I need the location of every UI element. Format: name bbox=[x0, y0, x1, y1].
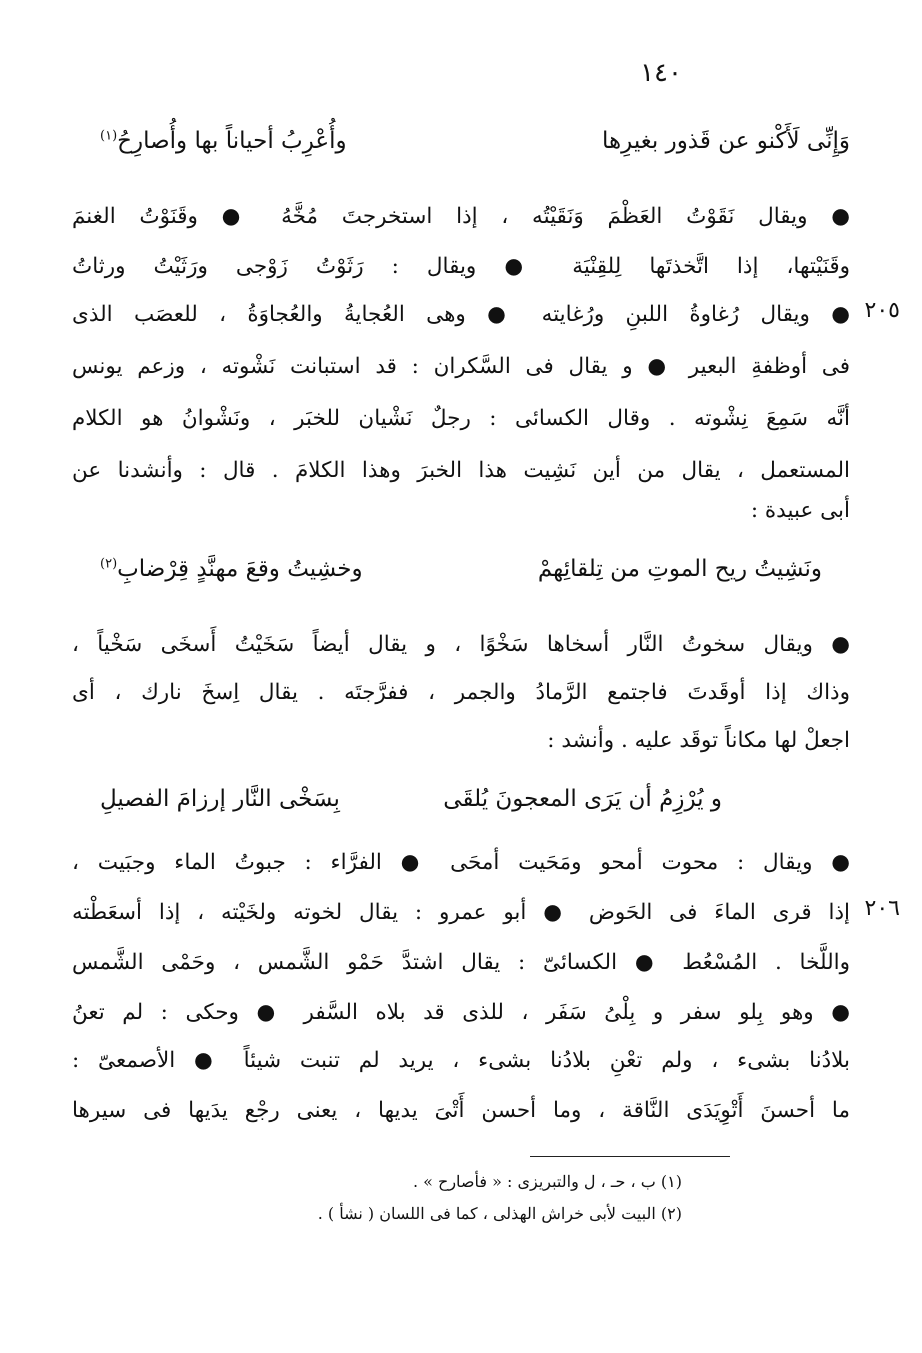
text-line: فى أوظفةِ البعير ● و يقال فى السَّكران : قد استبانت نَشْوته ، وزعم يونس bbox=[72, 354, 850, 379]
verse-2-second-hemistich bbox=[100, 556, 363, 582]
text-line: بلادُنا بشىء ، ولم تعْنِ بلادُنا بشىء ، يريد لم تنبت شيئاً ● الأصمعىّ : bbox=[72, 1048, 850, 1073]
footnote-ref-2: (٢) bbox=[100, 556, 118, 572]
text-line: المستعمل ، يقال من أين نَشِيت هذا الخبرَ وهذا الكلامَ . قال : وأنشدنا عن bbox=[72, 458, 850, 483]
verse-3-first-hemistich: و يُرْزِمُ أن يَرَى المعجونَ يُلقَى bbox=[443, 786, 722, 812]
verse-2 bbox=[100, 556, 822, 596]
text-line: ● ويقال رُغاوةُ اللبنِ ورُغايته ● وهى العُجايةُ والعُجاوَةُ ، للعصَب الذى bbox=[72, 302, 850, 327]
text-line: ما أحسنَ أَتْوِيَدَى النَّاقة ، وما أحسن أَتْىَ يديها ، يعنى رجْع يدَيها فى سيرها bbox=[72, 1098, 850, 1123]
text-line: وذاك إذا أوقَدتَ فاجتمع الرَّمادُ والجمر ، ففرَّجتَه . يقال اِسخَ نارك ، أى bbox=[72, 680, 850, 705]
page-number: ١٤٠ bbox=[640, 58, 682, 88]
text-line: إذا قرى الماءَ فى الحَوض ● أبو عمرو : يقال لخوته ولخَيْته ، إذا أسعَطْته bbox=[72, 900, 850, 925]
text-line: ● ويقال سخوتُ النَّار أسخاها سَخْوًا ، و يقال أيضاً سَخَيْتُ أَسخَى سَخْياً ، bbox=[72, 632, 850, 657]
text-line: وقَنَيْتها، إذا اتَّخذتَها لِلقِنْيَة ● ويقال : رَثَوْتُ زَوْجى ورَثَيْتُ ورثاتُ bbox=[72, 254, 850, 279]
verse-3-second-hemistich: بِسَخْى النَّار إرزامَ الفصيلِ bbox=[100, 786, 340, 812]
verse-1-first-hemistich: وَإِنِّى لَأَكْنو عن قَذور بغيرِها bbox=[602, 128, 850, 154]
footnote-divider bbox=[530, 1156, 730, 1157]
verse-3 bbox=[100, 786, 722, 826]
text-line: أبى عبيدة : bbox=[750, 498, 850, 523]
footnote-2: (٢) البيت لأبى خراش الهذلى ، كما فى اللسان ( نشأ ) . bbox=[317, 1204, 682, 1223]
verse-2-first-hemistich: ونَشِيتُ ريح الموتِ من تِلقائِهمْ bbox=[537, 556, 822, 582]
text-line: واللَّخا . المُسْعُط ● الكسائىّ : يقال اشتدَّ حَمْو الشَّمس ، وحَمْى الشَّمس bbox=[72, 950, 850, 975]
text-line: اجعلْ لها مكاناً توقَد عليه . وأنشد : bbox=[547, 728, 850, 753]
verse-1-second-hemistich bbox=[100, 128, 347, 154]
verse-2-second-text: وخشِيتُ وقعَ مهنَّدٍ قِرْضابِ bbox=[117, 556, 363, 582]
footnote-ref-1: (١) bbox=[100, 128, 118, 144]
text-line: أنَّه سَمِعَ نِشْوته . وقال الكسائى : رجلٌ نَشْيان للخبَر ، ونَشْوانُ هو الكلام bbox=[72, 406, 850, 431]
text-line: ● ويقال : محوت أمحو ومَحَيت أمحَى ● الفرَّاء : جبوتُ الماء وجبَيت ، bbox=[72, 850, 850, 875]
section-number-206: ٢٠٦ bbox=[864, 896, 900, 921]
text-line: ● وهو بِلو سفر و بِلْىُ سَفَر ، للذى قد بلاه السَّفر ● وحكى : لم تعنُ bbox=[72, 1000, 850, 1025]
verse-1 bbox=[100, 128, 850, 168]
footnote-1: (١) ب ، حـ ، ل والتبريزى : « فأصارح » . bbox=[412, 1172, 682, 1191]
text-line: ● ويقال نَقَوْتُ العَظْمَ وَنَقَيْتُه ، إذا استخرجتَ مُخَّهُ ● وقَنَوْتُ الغنمَ bbox=[72, 204, 850, 229]
verse-1-second-text: وأُعْرِبُ أحياناً بها وأُصارِحُ bbox=[117, 128, 347, 154]
section-number-205: ٢٠٥ bbox=[864, 298, 900, 323]
